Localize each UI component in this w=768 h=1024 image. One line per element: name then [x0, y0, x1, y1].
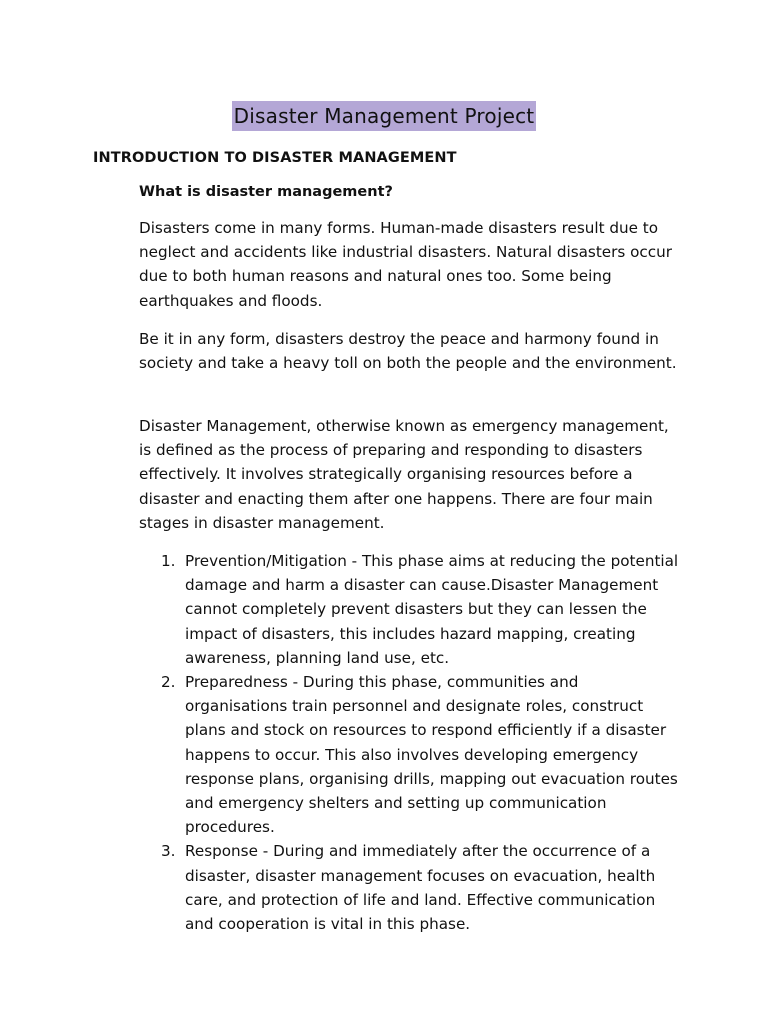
title-container	[0, 101, 768, 131]
document-title: Disaster Management Project	[232, 101, 537, 131]
subheading: What is disaster management?	[139, 184, 393, 200]
section-heading: INTRODUCTION TO DISASTER MANAGEMENT	[93, 150, 457, 166]
stage-item-response	[139, 839, 679, 936]
paragraph-definition: Disaster Management, otherwise known as emergency management, is defined as the process of preparing and responding to disasters effectively. It involves strategically organising resources before a disaster and enacting them after one happens. There are four main stages in disaster management.	[139, 417, 669, 532]
stage-text: Prevention/Mitigation - This phase aims at reducing the potential damage and harm a disaster can cause.Disaster Management cannot completely prevent disasters but they can lessen the impact of disasters, this includes hazard mapping, creating awareness, planning land use, etc.	[185, 552, 679, 667]
stage-text: Preparedness - During this phase, communities and organisations train personnel and designate roles, construct plans and stock on resources to respond efficiently if a disaster happens to occur. This also involves developing emergency response plans, organising drills, mapping out evacuation routes and emergency shelters and setting up communication procedures.	[185, 673, 678, 837]
stage-text: Response - During and immediately after the occurrence of a disaster, disaster management focuses on evacuation, health care, and protection of life and land. Effective communication and cooperation is vital in this phase.	[185, 842, 656, 934]
stage-item-preparedness	[139, 670, 679, 839]
stage-number: 1.	[161, 552, 176, 570]
paragraph-forms-of-disasters: Disasters come in many forms. Human-made disasters result due to neglect and accidents like industrial disasters. Natural disasters occur due to both human reasons and natural ones too. Some being earthquakes and floods.	[139, 219, 672, 310]
paragraph-impact-of-disasters: Be it in any form, disasters destroy the peace and harmony found in society and take a heavy toll on both the people and the environment.	[139, 330, 677, 373]
stages-list	[139, 549, 679, 936]
stage-number: 3.	[161, 842, 176, 861]
stage-item-prevention	[139, 549, 679, 670]
stage-number: 2.	[161, 673, 176, 692]
